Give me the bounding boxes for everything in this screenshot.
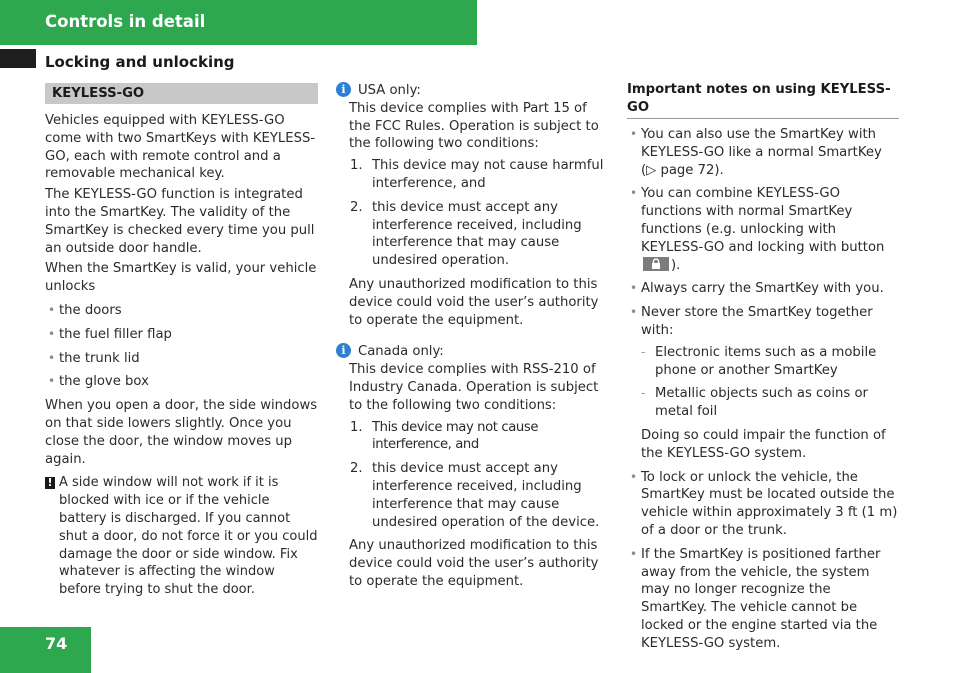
item-text: Never store the SmartKey together with: — [641, 305, 873, 338]
list-item: • the fuel filler flap — [45, 326, 318, 344]
list-item: • You can also use the SmartKey with KEYLESS-GO like a normal SmartKey (▷ page 72). — [627, 126, 899, 179]
info-icon: i — [336, 82, 351, 97]
paragraph: Doing so could impair the function of the KEYLESS-GO system. — [641, 427, 886, 461]
info-icon: i — [336, 343, 351, 358]
keyless-go-heading: KEYLESS-GO — [45, 83, 318, 104]
warning-text: A side window will not work if it is blocked with ice or if the vehicle battery is discharged. If you cannot shut a door, do not force it or you could damage the door or side window. Fix whatever is affecting the window before trying to shut the door. — [59, 475, 318, 598]
list-item — [349, 199, 612, 270]
info-label: Canada only: — [358, 344, 444, 360]
paragraph: This device complies with RSS-210 of Industry Canada. Operation is subject to the following two conditions: — [349, 362, 599, 413]
paragraph: Any unauthorized modification to this device could void the user’s authority to operate the equipment. — [349, 276, 599, 328]
paragraph: Vehicles equipped with KEYLESS-GO come with two SmartKeys with KEYLESS-GO, each with remote control and a removable mechanical key. — [45, 113, 316, 182]
warning-note — [45, 474, 318, 599]
usa-compliance — [336, 82, 612, 329]
item-text: ). — [671, 257, 681, 273]
paragraph: When the SmartKey is valid, your vehicle unlocks — [45, 261, 317, 295]
column-compliance — [336, 82, 612, 605]
notes-list — [627, 126, 899, 421]
item-number: 1. — [350, 158, 363, 174]
paragraph: This device complies with Part 15 of the FCC Rules. Operation is subject to the following two conditions: — [349, 100, 599, 152]
page-number: 74 — [45, 634, 68, 653]
canada-compliance — [336, 343, 612, 590]
list-item: - Metallic objects such as coins or metal foil — [641, 385, 899, 421]
conditions-list — [349, 419, 612, 532]
item-number: 2. — [350, 199, 363, 215]
unlock-list — [45, 302, 318, 391]
section-title: Locking and unlocking — [45, 53, 235, 71]
header-bar — [0, 0, 477, 45]
paragraph: The KEYLESS-GO function is integrated into the SmartKey. The validity of the SmartKey is checked every time you pull an outside door handle. — [45, 187, 315, 256]
list-item — [349, 419, 612, 455]
info-label: USA only: — [358, 83, 421, 98]
list-item — [627, 185, 899, 274]
paragraph: When you open a door, the side windows on that side lowers slightly. Once you close the door, the window moves up again. — [45, 398, 318, 467]
notes-list — [627, 469, 899, 653]
column-keyless-go — [45, 83, 318, 599]
chapter-title: Controls in detail — [45, 12, 206, 31]
list-item: • the doors — [45, 302, 318, 320]
item-text: this device must accept any interference received, including interference that may cause undesired operation of the device. — [372, 461, 600, 530]
list-item — [349, 157, 612, 193]
list-item — [627, 304, 899, 421]
list-item: • To lock or unlock the vehicle, the SmartKey must be located outside the vehicle within approximately 3 ft (1 m) of a door or the trunk. — [627, 469, 899, 540]
item-text: This device may not cause harmful interference, and — [372, 158, 604, 191]
important-notes-heading: Important notes on using KEYLESS-GO — [627, 81, 899, 119]
sublist — [641, 344, 899, 421]
section-marker — [0, 49, 36, 68]
item-text: this device must accept any interference received, including interference that may cause undesired operation. — [372, 199, 582, 269]
list-item — [349, 460, 612, 531]
item-text: You can combine KEYLESS-GO functions with normal SmartKey functions (e.g. unlocking with KEYLESS-GO and locking with button — [641, 186, 885, 255]
item-number: 1. — [350, 419, 363, 435]
list-item: - Electronic items such as a mobile phone or another SmartKey — [641, 344, 899, 380]
column-important-notes — [627, 81, 899, 659]
paragraph: Any unauthorized modification to this device could void the user’s authority to operate the equipment. — [349, 538, 599, 589]
warning-icon: ! — [45, 477, 55, 489]
list-item: • Always carry the SmartKey with you. — [627, 280, 899, 298]
list-item: • the glove box — [45, 373, 318, 391]
lock-icon — [643, 257, 669, 271]
item-number: 2. — [350, 461, 363, 477]
list-item: • the trunk lid — [45, 350, 318, 368]
conditions-list — [349, 157, 612, 270]
page-number-box — [0, 627, 91, 673]
list-item: • If the SmartKey is positioned farther away from the vehicle, the system may no longer recognize the SmartKey. The vehicle cannot be locked or the engine started via the KEYLESS-GO system. — [627, 546, 899, 653]
item-text: This device may not cause interference, and — [372, 419, 539, 453]
